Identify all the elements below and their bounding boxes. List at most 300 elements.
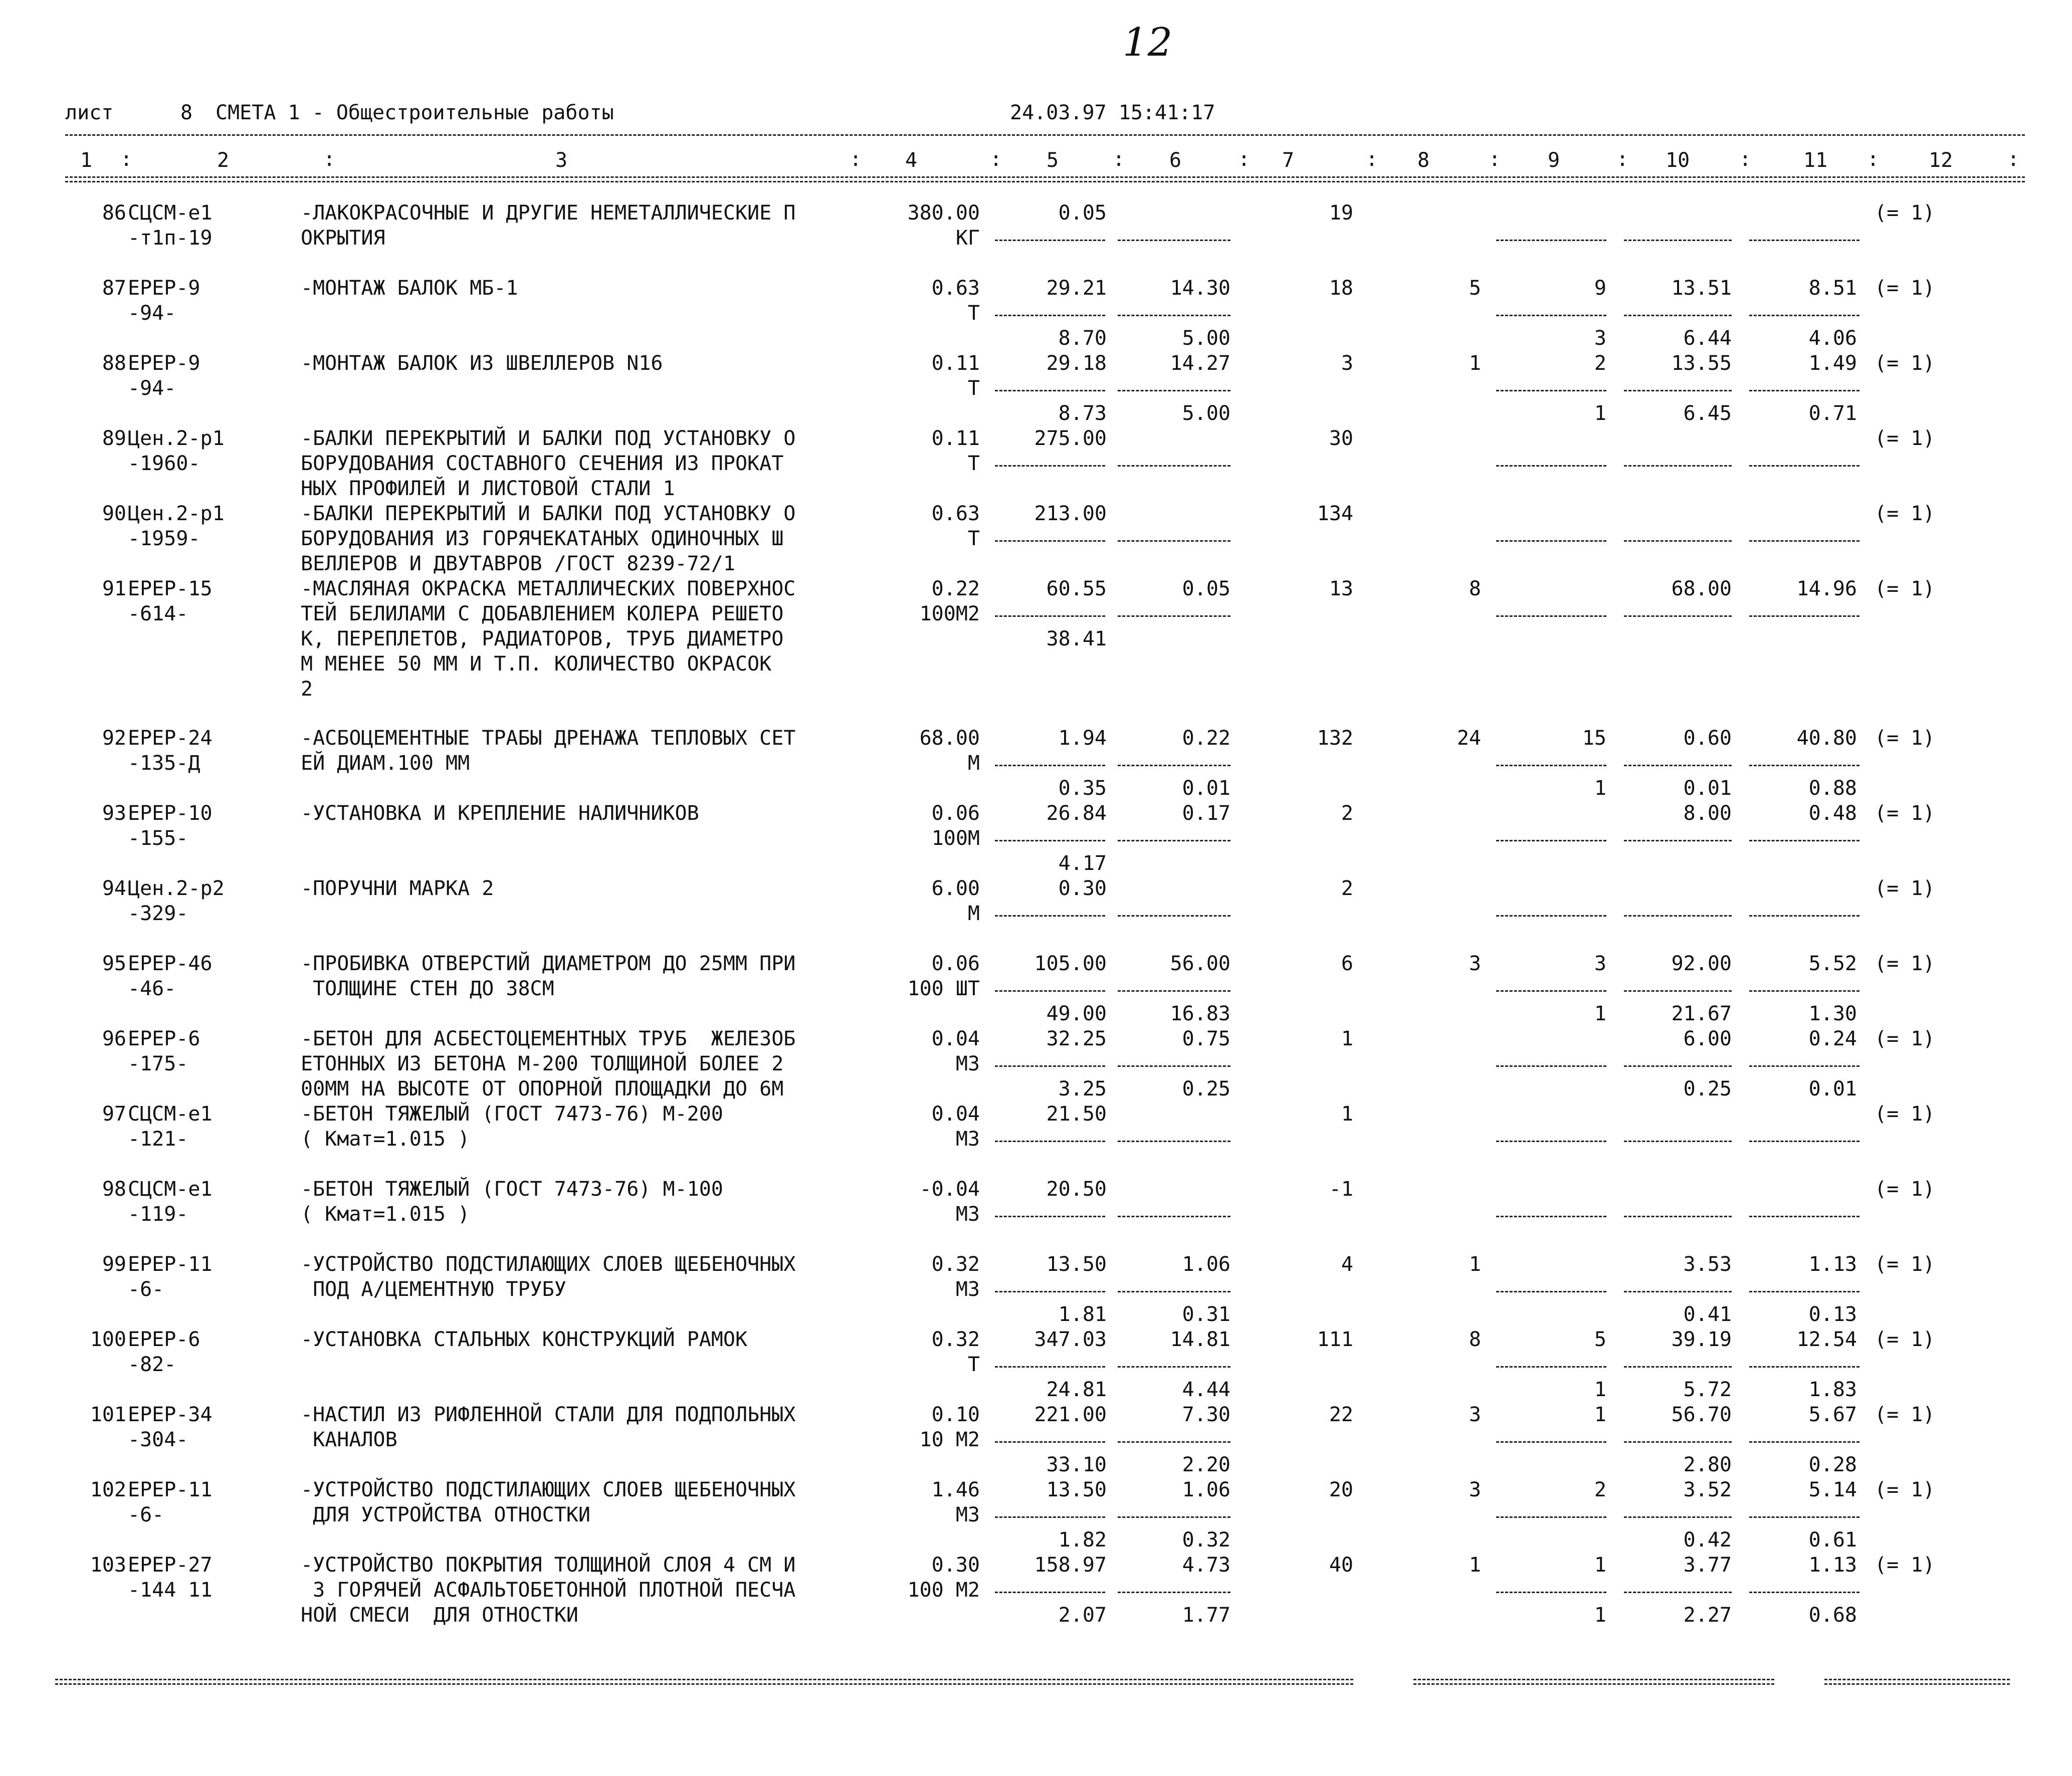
subtotal-dash-rule: [1496, 315, 1606, 316]
column-header-4: 4: [905, 149, 918, 172]
subtotal-dash-rule: [1749, 465, 1859, 467]
print-datetime: 24.03.97 15:41:17: [1010, 101, 1215, 124]
rate-code: -94-: [128, 302, 176, 325]
cell-s9: 1: [1594, 402, 1606, 425]
cell-unit: 100 ШТ: [907, 977, 980, 1000]
cell-c12: (= 1): [1875, 352, 1935, 375]
work-description: -УСТАНОВКА И КРЕПЛЕНИЕ НАЛИЧНИКОВ: [301, 802, 699, 825]
cell-c11: 14.96: [1796, 577, 1857, 600]
cell-c6: 14.30: [1170, 277, 1230, 300]
column-header-8: 8: [1417, 149, 1430, 172]
work-description: -МАСЛЯНАЯ ОКРАСКА МЕТАЛЛИЧЕСКИХ ПОВЕРХНОС: [301, 577, 796, 600]
work-description: БОРУДОВАНИЯ ИЗ ГОРЯЧЕКАТАНЫХ ОДИНОЧНЫХ Ш: [301, 527, 784, 550]
cell-s10: 0.42: [1683, 1528, 1732, 1551]
cell-qty: 0.32: [931, 1253, 980, 1276]
subtotal-dash-rule: [1496, 540, 1606, 542]
cell-num: 86: [102, 201, 126, 225]
cell-c5: 0.30: [1058, 877, 1107, 900]
work-description: К, ПЕРЕПЛЕТОВ, РАДИАТОРОВ, ТРУБ ДИАМЕТРО: [301, 627, 784, 650]
cell-qty: 1.46: [931, 1478, 980, 1501]
cell-s5: 8.70: [1058, 327, 1107, 350]
cell-c7: 3: [1341, 352, 1353, 375]
work-description: -ЛАКОКРАСОЧНЫЕ И ДРУГИЕ НЕМЕТАЛЛИЧЕСКИЕ П: [301, 201, 796, 225]
subtotal-dash-rule: [1496, 1291, 1606, 1292]
cell-c10: 3.77: [1683, 1553, 1732, 1577]
subtotal-dash-rule: [1496, 765, 1606, 766]
work-description: -УСТРОЙСТВО ПОДСТИЛАЮЩИХ СЛОЕВ ЩЕБЕНОЧНЫХ: [301, 1478, 796, 1501]
cell-s10: 0.25: [1683, 1077, 1732, 1100]
subtotal-dash-rule: [1118, 990, 1230, 992]
cell-s9: 1: [1594, 1378, 1606, 1401]
rate-code: -46-: [128, 977, 176, 1000]
work-description: -БЕТОН ТЯЖЕЛЫЙ (ГОСТ 7473-76) М-100: [301, 1178, 723, 1201]
cell-qty: 0.22: [931, 577, 980, 600]
subtotal-dash-rule: [1496, 1141, 1606, 1142]
cell-num: 95: [102, 952, 126, 975]
cell-c6: 1.06: [1182, 1478, 1230, 1501]
cell-c7: -1: [1329, 1178, 1353, 1201]
work-description: -МОНТАЖ БАЛОК МБ-1: [301, 277, 518, 300]
work-description: -НАСТИЛ ИЗ РИФЛЕННОЙ СТАЛИ ДЛЯ ПОДПОЛЬНЫХ: [301, 1403, 796, 1426]
cell-num: 101: [90, 1403, 126, 1426]
cell-num: 102: [90, 1478, 126, 1501]
subtotal-dash-rule: [1624, 1366, 1732, 1368]
subtotal-dash-rule: [1496, 1441, 1606, 1443]
footer-rule-2: [1413, 1679, 1774, 1685]
work-description: ПОД А/ЦЕМЕНТНУЮ ТРУБУ: [301, 1278, 566, 1301]
cell-num: 91: [102, 577, 126, 600]
subtotal-dash-rule: [1496, 840, 1606, 841]
cell-unit: М3: [955, 1128, 980, 1151]
cell-c12: (= 1): [1875, 502, 1935, 525]
cell-c11: 1.13: [1808, 1253, 1857, 1276]
cell-s11: 1.30: [1808, 1002, 1857, 1025]
footer-rule-1: [55, 1679, 1353, 1685]
cell-c6: 56.00: [1170, 952, 1230, 975]
cell-s6: 16.83: [1170, 1002, 1230, 1025]
subtotal-dash-rule: [1118, 1216, 1230, 1217]
cell-unit: КГ: [955, 227, 980, 250]
cell-c9: 5: [1594, 1328, 1606, 1351]
cell-c12: (= 1): [1875, 1328, 1935, 1351]
rate-code: СЦСМ-е1: [128, 1102, 213, 1126]
cell-s5: 1.82: [1058, 1528, 1107, 1551]
cell-c5: 60.55: [1046, 577, 1107, 600]
cell-qty: 0.06: [931, 952, 980, 975]
work-description: 00ММ НА ВЫСОТЕ ОТ ОПОРНОЙ ПЛОЩАДКИ ДО 6М: [301, 1077, 784, 1100]
work-description: -БЕТОН ТЯЖЕЛЫЙ (ГОСТ 7473-76) М-200: [301, 1102, 723, 1126]
cell-s10: 2.80: [1683, 1453, 1732, 1476]
column-header-9: 9: [1548, 149, 1560, 172]
cell-c6: 4.73: [1182, 1553, 1230, 1577]
work-description: -МОНТАЖ БАЛОК ИЗ ШВЕЛЛЕРОВ N16: [301, 352, 663, 375]
subtotal-dash-rule: [995, 240, 1105, 241]
rate-code: -121-: [128, 1128, 188, 1151]
cell-s5: 1.81: [1058, 1303, 1107, 1326]
work-description: -АСБОЦЕМЕНТНЫЕ ТРАБЫ ДРЕНАЖА ТЕПЛОВЫХ СЕТ: [301, 727, 796, 750]
cell-c12: (= 1): [1875, 1478, 1935, 1501]
cell-c6: 0.17: [1182, 802, 1230, 825]
cell-c5: 29.18: [1046, 352, 1107, 375]
subtotal-dash-rule: [1118, 765, 1230, 766]
cell-c10: 6.00: [1683, 1027, 1732, 1050]
cell-c12: (= 1): [1875, 802, 1935, 825]
cell-c6: 0.22: [1182, 727, 1230, 750]
work-description: ЕТОННЫХ ИЗ БЕТОНА М-200 ТОЛЩИНОЙ БОЛЕЕ 2: [301, 1052, 784, 1075]
cell-unit: 100 М2: [907, 1579, 980, 1602]
rate-code: ЕРЕР-27: [128, 1553, 213, 1577]
subtotal-dash-rule: [1624, 915, 1732, 917]
cell-c6: 7.30: [1182, 1403, 1230, 1426]
cell-c12: (= 1): [1875, 1403, 1935, 1426]
cell-s5: 38.41: [1046, 627, 1107, 650]
cell-c12: (= 1): [1875, 877, 1935, 900]
cell-c7: 22: [1329, 1403, 1353, 1426]
cell-num: 99: [102, 1253, 126, 1276]
cell-c10: 92.00: [1671, 952, 1732, 975]
rate-code: СЦСМ-е1: [128, 1178, 213, 1201]
subtotal-dash-rule: [1118, 315, 1230, 316]
column-separator: :: [1238, 148, 1251, 171]
cell-c10: 13.55: [1671, 352, 1732, 375]
cell-unit: М3: [955, 1278, 980, 1301]
subtotal-dash-rule: [995, 990, 1105, 992]
rate-code: ЕРЕР-34: [128, 1403, 213, 1426]
rate-code: ЕРЕР-11: [128, 1478, 213, 1501]
subtotal-dash-rule: [1624, 1592, 1732, 1593]
subtotal-dash-rule: [1749, 615, 1859, 617]
cell-c10: 13.51: [1671, 277, 1732, 300]
column-separator: :: [1739, 148, 1752, 171]
subtotal-dash-rule: [1624, 540, 1732, 542]
cell-c7: 2: [1341, 802, 1353, 825]
cell-qty: 0.32: [931, 1328, 980, 1351]
cell-unit: Т: [967, 452, 980, 475]
rate-code: -94-: [128, 377, 176, 400]
cell-c11: 40.80: [1796, 727, 1857, 750]
subtotal-dash-rule: [995, 1141, 1105, 1142]
subtotal-dash-rule: [995, 1366, 1105, 1368]
column-separator: :: [2007, 148, 2020, 171]
cell-c7: 4: [1341, 1253, 1353, 1276]
cell-qty: 0.04: [931, 1027, 980, 1050]
cell-unit: М: [967, 902, 980, 925]
cell-c8: 1: [1469, 352, 1481, 375]
work-description: -БАЛКИ ПЕРЕКРЫТИЙ И БАЛКИ ПОД УСТАНОВКУ О: [301, 427, 796, 450]
subtotal-dash-rule: [1496, 240, 1606, 241]
column-header-7: 7: [1282, 149, 1295, 172]
cell-s6: 2.20: [1182, 1453, 1230, 1476]
cell-s11: 0.01: [1808, 1077, 1857, 1100]
cell-c5: 21.50: [1046, 1102, 1107, 1126]
cell-c11: 0.24: [1808, 1027, 1857, 1050]
cell-c9: 1: [1594, 1553, 1606, 1577]
cell-c7: 40: [1329, 1553, 1353, 1577]
cell-c11: 5.52: [1808, 952, 1857, 975]
cell-c11: 5.67: [1808, 1403, 1857, 1426]
subtotal-dash-rule: [995, 1441, 1105, 1443]
cell-s5: 49.00: [1046, 1002, 1107, 1025]
subtotal-dash-rule: [1624, 1216, 1732, 1217]
subtotal-dash-rule: [1624, 1441, 1732, 1443]
cell-s11: 0.28: [1808, 1453, 1857, 1476]
cell-s11: 0.61: [1808, 1528, 1857, 1551]
cell-unit: М: [967, 752, 980, 775]
column-separator: :: [1489, 148, 1501, 171]
subtotal-dash-rule: [1118, 1441, 1230, 1443]
cell-unit: 10 М2: [919, 1428, 980, 1451]
subtotal-dash-rule: [1118, 390, 1230, 391]
subtotal-dash-rule: [1624, 315, 1732, 316]
cell-unit: М3: [955, 1052, 980, 1075]
cell-num: 103: [90, 1553, 126, 1577]
cell-s9: 1: [1594, 1604, 1606, 1627]
cell-num: 100: [90, 1328, 126, 1351]
estimate-title: СМЕТА 1 - Общестроительные работы: [216, 101, 614, 124]
subtotal-dash-rule: [1624, 765, 1732, 766]
cell-c9: 2: [1594, 1478, 1606, 1501]
subtotal-dash-rule: [1749, 1592, 1859, 1593]
cell-s10: 2.27: [1683, 1604, 1732, 1627]
cell-qty: 380.00: [907, 201, 980, 225]
cell-c7: 30: [1329, 427, 1353, 450]
subtotal-dash-rule: [1118, 615, 1230, 617]
sheet-label: лист: [65, 101, 114, 124]
cell-num: 94: [102, 877, 126, 900]
subtotal-dash-rule: [1118, 1516, 1230, 1518]
subtotal-dash-rule: [1118, 1065, 1230, 1067]
work-description: -БАЛКИ ПЕРЕКРЫТИЙ И БАЛКИ ПОД УСТАНОВКУ О: [301, 502, 796, 525]
subtotal-dash-rule: [1118, 840, 1230, 841]
subtotal-dash-rule: [1749, 1291, 1859, 1292]
cell-s11: 0.71: [1808, 402, 1857, 425]
cell-s9: 1: [1594, 1002, 1606, 1025]
cell-s6: 0.01: [1182, 777, 1230, 800]
rate-code: ЕРЕР-6: [128, 1328, 200, 1351]
cell-c10: 3.53: [1683, 1253, 1732, 1276]
cell-c9: 9: [1594, 277, 1606, 300]
cell-unit: Т: [967, 1353, 980, 1376]
subtotal-dash-rule: [1624, 615, 1732, 617]
rate-code: ЕРЕР-24: [128, 727, 213, 750]
cell-qty: 0.04: [931, 1102, 980, 1126]
cell-c12: (= 1): [1875, 1178, 1935, 1201]
cell-c7: 1: [1341, 1027, 1353, 1050]
cell-c9: 1: [1594, 1403, 1606, 1426]
cell-c10: 0.60: [1683, 727, 1732, 750]
column-separator: :: [120, 148, 133, 171]
cell-s11: 0.13: [1808, 1303, 1857, 1326]
subtotal-dash-rule: [1749, 840, 1859, 841]
cell-c5: 347.03: [1034, 1328, 1107, 1351]
cell-c7: 134: [1317, 502, 1353, 525]
cell-c11: 5.14: [1808, 1478, 1857, 1501]
subtotal-dash-rule: [1496, 1366, 1606, 1368]
cell-s5: 0.35: [1058, 777, 1107, 800]
cell-c5: 275.00: [1034, 427, 1107, 450]
subtotal-dash-rule: [1496, 615, 1606, 617]
rate-code: -614-: [128, 602, 188, 625]
cell-c10: 56.70: [1671, 1403, 1732, 1426]
cell-s6: 0.32: [1182, 1528, 1230, 1551]
subtotal-dash-rule: [995, 465, 1105, 467]
footer-rule-3: [1824, 1679, 2010, 1685]
subtotal-dash-rule: [1624, 1065, 1732, 1067]
rate-code: -304-: [128, 1428, 188, 1451]
subtotal-dash-rule: [1118, 915, 1230, 917]
column-header-2: 2: [217, 149, 230, 172]
cell-c11: 0.48: [1808, 802, 1857, 825]
subtotal-dash-rule: [1496, 990, 1606, 992]
cell-c8: 8: [1469, 577, 1481, 600]
cell-num: 87: [102, 277, 126, 300]
column-separator: :: [1867, 148, 1880, 171]
cell-c10: 68.00: [1671, 577, 1732, 600]
cell-s5: 2.07: [1058, 1604, 1107, 1627]
cell-s6: 4.44: [1182, 1378, 1230, 1401]
cell-c5: 213.00: [1034, 502, 1107, 525]
cell-c7: 6: [1341, 952, 1353, 975]
rate-code: -119-: [128, 1203, 188, 1226]
column-separator: :: [1113, 148, 1125, 171]
cell-num: 92: [102, 727, 126, 750]
cell-unit: 100М2: [919, 602, 980, 625]
subtotal-dash-rule: [1496, 1516, 1606, 1518]
work-description: ТОЛЩИНЕ СТЕН ДО 38СМ: [301, 977, 554, 1000]
cell-c7: 19: [1329, 201, 1353, 225]
cell-s6: 1.77: [1182, 1604, 1230, 1627]
cell-c11: 1.49: [1808, 352, 1857, 375]
cell-s5: 33.10: [1046, 1453, 1107, 1476]
cell-s11: 4.06: [1808, 327, 1857, 350]
cell-qty: 0.63: [931, 277, 980, 300]
subtotal-dash-rule: [1118, 1592, 1230, 1593]
subtotal-dash-rule: [995, 615, 1105, 617]
cell-c10: 8.00: [1683, 802, 1732, 825]
cell-num: 89: [102, 427, 126, 450]
subtotal-dash-rule: [995, 1592, 1105, 1593]
subtotal-dash-rule: [1749, 240, 1859, 241]
column-header-10: 10: [1666, 149, 1690, 172]
subtotal-dash-rule: [1496, 465, 1606, 467]
work-description: -УСТАНОВКА СТАЛЬНЫХ КОНСТРУКЦИЙ РАМОК: [301, 1328, 748, 1351]
work-description: ВЕЛЛЕРОВ И ДВУТАВРОВ /ГОСТ 8239-72/1: [301, 552, 735, 575]
cell-c9: 3: [1594, 952, 1606, 975]
cell-s5: 3.25: [1058, 1077, 1107, 1100]
cell-s5: 4.17: [1058, 852, 1107, 875]
rate-code: -175-: [128, 1052, 188, 1075]
page-number-handwritten: 12: [1123, 20, 1173, 65]
cell-s10: 0.01: [1683, 777, 1732, 800]
subtotal-dash-rule: [995, 915, 1105, 917]
work-description: -БЕТОН ДЛЯ АСБЕСТОЦЕМЕНТНЫХ ТРУБ ЖЕЛЕЗОБ: [301, 1027, 796, 1050]
column-header-5: 5: [1047, 149, 1059, 172]
cell-c12: (= 1): [1875, 952, 1935, 975]
rate-code: ЕРЕР-10: [128, 802, 213, 825]
cell-s10: 6.44: [1683, 327, 1732, 350]
cell-c5: 20.50: [1046, 1178, 1107, 1201]
rate-code: -82-: [128, 1353, 176, 1376]
cell-qty: 68.00: [919, 727, 980, 750]
cell-qty: 0.30: [931, 1553, 980, 1577]
cell-qty: 0.11: [931, 352, 980, 375]
subtotal-dash-rule: [1496, 1592, 1606, 1593]
cell-c8: 3: [1469, 1478, 1481, 1501]
cell-unit: Т: [967, 527, 980, 550]
cell-c6: 14.81: [1170, 1328, 1230, 1351]
rate-code: Цен.2-р2: [128, 877, 225, 900]
cell-num: 90: [102, 502, 126, 525]
subtotal-dash-rule: [1749, 315, 1859, 316]
subtotal-dash-rule: [995, 315, 1105, 316]
cell-unit: Т: [967, 377, 980, 400]
rate-code: ЕРЕР-15: [128, 577, 213, 600]
cell-c8: 1: [1469, 1553, 1481, 1577]
column-header-12: 12: [1929, 149, 1953, 172]
subtotal-dash-rule: [1749, 765, 1859, 766]
work-description: ДЛЯ УСТРОЙСТВА ОТНОСТКИ: [301, 1503, 590, 1526]
work-description: -ПОРУЧНИ МАРКА 2: [301, 877, 494, 900]
cell-c7: 20: [1329, 1478, 1353, 1501]
work-description: -УСТРОЙСТВО ПОКРЫТИЯ ТОЛЩИНОЙ СЛОЯ 4 СМ И: [301, 1553, 796, 1577]
rate-code: ЕРЕР-11: [128, 1253, 213, 1276]
cell-c5: 1.94: [1058, 727, 1107, 750]
rate-code: -1960-: [128, 452, 200, 475]
subtotal-dash-rule: [1749, 1366, 1859, 1368]
cell-qty: 0.06: [931, 802, 980, 825]
cell-c7: 18: [1329, 277, 1353, 300]
work-description: ТЕЙ БЕЛИЛАМИ С ДОБАВЛЕНИЕМ КОЛЕРА РЕШЕТО: [301, 602, 784, 625]
subtotal-dash-rule: [1749, 915, 1859, 917]
column-header-11: 11: [1803, 149, 1828, 172]
cell-s9: 1: [1594, 777, 1606, 800]
rate-code: ЕРЕР-6: [128, 1027, 200, 1050]
header-rule-bottom: [65, 176, 2025, 182]
subtotal-dash-rule: [995, 765, 1105, 766]
cell-num: 96: [102, 1027, 126, 1050]
cell-s11: 0.88: [1808, 777, 1857, 800]
cell-c6: 1.06: [1182, 1253, 1230, 1276]
rate-code: -1959-: [128, 527, 200, 550]
cell-qty: 0.63: [931, 502, 980, 525]
column-separator: :: [990, 148, 1002, 171]
cell-s6: 5.00: [1182, 327, 1230, 350]
cell-c12: (= 1): [1875, 577, 1935, 600]
cell-unit: М3: [955, 1203, 980, 1226]
sheet-number: 8: [180, 101, 193, 124]
work-description: ( Кмат=1.015 ): [301, 1203, 470, 1226]
cell-qty: 0.11: [931, 427, 980, 450]
cell-num: 98: [102, 1178, 126, 1201]
cell-c12: (= 1): [1875, 1253, 1935, 1276]
subtotal-dash-rule: [1749, 1065, 1859, 1067]
cell-c12: (= 1): [1875, 1102, 1935, 1126]
subtotal-dash-rule: [1749, 540, 1859, 542]
cell-s11: 0.68: [1808, 1604, 1857, 1627]
subtotal-dash-rule: [1118, 540, 1230, 542]
cell-c7: 1: [1341, 1102, 1353, 1126]
column-separator: :: [323, 148, 336, 171]
cell-c8: 8: [1469, 1328, 1481, 1351]
cell-c5: 13.50: [1046, 1478, 1107, 1501]
cell-s10: 21.67: [1671, 1002, 1732, 1025]
subtotal-dash-rule: [1496, 1216, 1606, 1217]
subtotal-dash-rule: [1118, 240, 1230, 241]
subtotal-dash-rule: [1118, 1141, 1230, 1142]
subtotal-dash-rule: [1624, 390, 1732, 391]
cell-c11: 1.13: [1808, 1553, 1857, 1577]
rate-code: -135-Д: [128, 752, 200, 775]
